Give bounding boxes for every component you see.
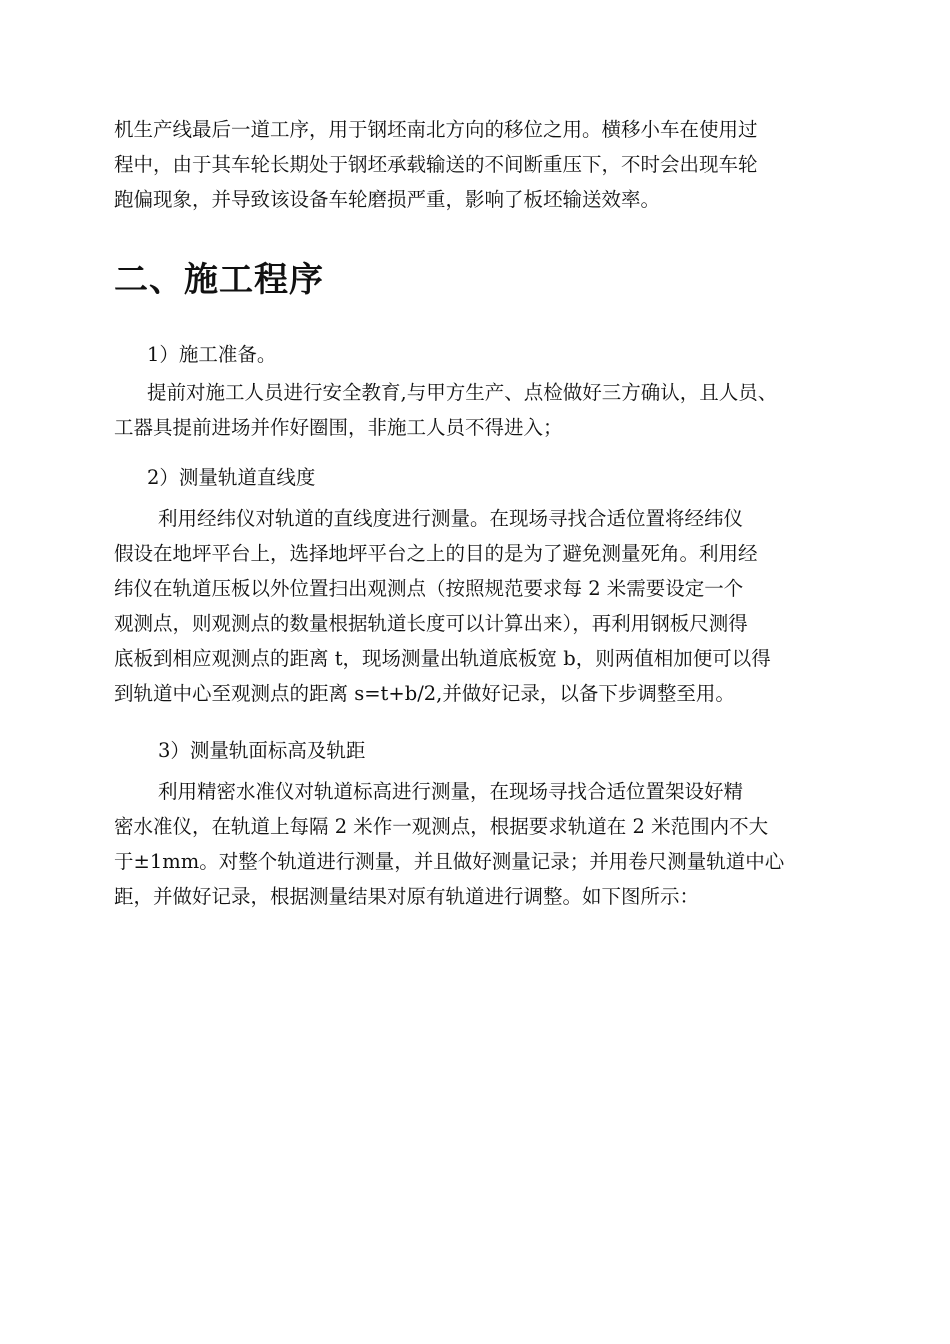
step3-block xyxy=(114,733,844,914)
step3-line: 距，并做好记录，根据测量结果对原有轨道进行调整。如下图所示： xyxy=(114,885,700,908)
intro-line: 跑偏现象，并导致该设备车轮磨损严重，影响了板坯输送效率。 xyxy=(114,188,661,211)
intro-line: 程中，由于其车轮长期处于钢坯承载输送的不间断重压下，不时会出现车轮 xyxy=(114,153,758,176)
step2-block xyxy=(114,460,844,711)
step2-title: 2）测量轨道直线度 xyxy=(147,466,316,489)
step1-block xyxy=(114,337,844,445)
step3-line: 于±1mm。对整个轨道进行测量，并且做好测量记录；并用卷尺测量轨道中心 xyxy=(114,850,785,873)
step2-line: 利用经纬仪对轨道的直线度进行测量。在现场寻找合适位置将经纬仪 xyxy=(158,507,744,530)
intro-paragraph xyxy=(114,112,844,217)
step2-line: 纬仪在轨道压板以外位置扫出观测点（按照规范要求每 2 米需要设定一个 xyxy=(114,577,744,600)
step1-line: 工器具提前进场并作好圈围，非施工人员不得进入； xyxy=(114,416,563,439)
section-heading: 二、施工程序 xyxy=(114,260,324,300)
step2-line: 假设在地坪平台上，选择地坪平台之上的目的是为了避免测量死角。利用经 xyxy=(114,542,758,565)
step3-line: 利用精密水准仪对轨道标高进行测量，在现场寻找合适位置架设好精 xyxy=(158,780,744,803)
step3-line: 密水准仪，在轨道上每隔 2 米作一观测点，根据要求轨道在 2 米范围内不大 xyxy=(114,815,769,838)
step2-line: 观测点，则观测点的数量根据轨道长度可以计算出来），再利用钢板尺测得 xyxy=(114,612,748,635)
step1-title: 1）施工准备。 xyxy=(147,343,277,366)
step2-line: 到轨道中心至观测点的距离 s=t+b/2,并做好记录，以备下步调整至用。 xyxy=(114,682,735,705)
intro-line: 机生产线最后一道工序，用于钢坯南北方向的移位之用。横移小车在使用过 xyxy=(114,118,758,141)
step3-title: 3）测量轨面标高及轨距 xyxy=(158,739,366,762)
step1-line: 提前对施工人员进行安全教育,与甲方生产、点检做好三方确认，且人员、 xyxy=(147,381,778,404)
step2-line: 底板到相应观测点的距离 t，现场测量出轨道底板宽 b，则两值相加便可以得 xyxy=(114,647,771,670)
